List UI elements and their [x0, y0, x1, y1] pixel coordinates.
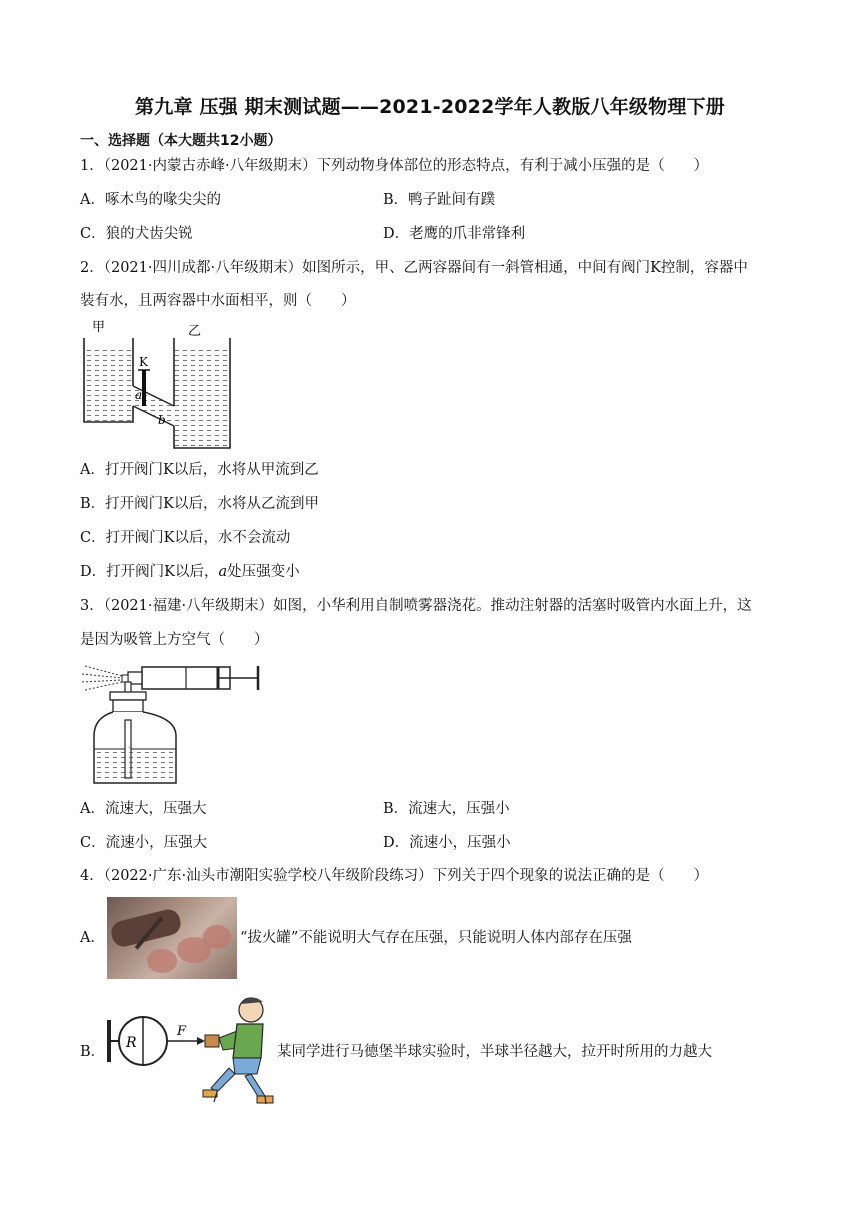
sprayer-figure	[80, 660, 270, 786]
label-yi: 乙	[188, 324, 202, 339]
q2-stem-line1: 2．（2021·四川成都·八年级期末）如图所示，甲、乙两容器间有一斜管相通，中间有阀门K控制，容器中	[80, 260, 748, 276]
q2-option-d[interactable]	[80, 562, 300, 582]
q2-option-d-var: a	[218, 564, 228, 580]
q4-option-a-label[interactable]: A．	[80, 930, 105, 946]
q4-option-b-text[interactable]: 某同学进行马德堡半球实验时，半球半径越大，拉开时所用的力越大	[277, 1044, 712, 1060]
q2-option-b[interactable]: B．打开阀门K以后，水将从乙流到甲	[80, 496, 319, 512]
q1-option-d[interactable]: D．老鹰的爪非常锋利	[383, 226, 526, 242]
q4-stem: 4．（2022·广东·汕头市潮阳实验学校八年级阶段练习）下列关于四个现象的说法正确的是（ ）	[80, 868, 709, 884]
q1-stem: 1．（2021·内蒙古赤峰·八年级期末）下列动物身体部位的形态特点，有利于减小压强的是（ ）	[80, 158, 709, 174]
q2-option-a[interactable]: A．打开阀门K以后，水将从甲流到乙	[80, 462, 319, 478]
q1-option-a[interactable]: A．啄木鸟的喙尖尖的	[80, 192, 221, 208]
label-f: F	[177, 1024, 187, 1039]
q4-option-b-label[interactable]: B．	[80, 1044, 106, 1060]
q2-option-d-prefix: D．打开阀门K以后，	[80, 564, 219, 580]
q4-option-a-text[interactable]: “拔火罐”不能说明大气存在压强，只能说明人体内部存在压强	[240, 930, 632, 946]
q3-stem-line1: 3．（2021·福建·八年级期末）如图，小华利用自制喷雾器浇花。推动注射器的活塞时吸管内水面上升，这	[80, 598, 752, 614]
q1-option-b[interactable]: B．鸭子趾间有蹼	[383, 192, 496, 208]
label-r: R	[126, 1035, 137, 1051]
q1-option-c[interactable]: C．狼的犬齿尖锐	[80, 226, 193, 242]
magdeburg-hemispheres-figure	[105, 992, 277, 1112]
page-title: 第九章 压强 期末测试题——2021-2022学年人教版八年级物理下册	[135, 96, 725, 118]
q3-option-d[interactable]: D．流速小，压强小	[383, 835, 511, 851]
q3-option-b[interactable]: B．流速大，压强小	[383, 801, 510, 817]
q3-option-a[interactable]: A．流速大，压强大	[80, 801, 207, 817]
q2-stem-line2: 装有水，且两容器中水面相平，则（ ）	[80, 293, 356, 309]
label-b: b	[158, 413, 166, 427]
label-valve-k: K	[139, 355, 148, 369]
q3-stem-line2: 是因为吸管上方空气（ ）	[80, 632, 269, 648]
q3-option-c[interactable]: C．流速小，压强大	[80, 835, 208, 851]
label-a: a	[135, 388, 143, 402]
q2-option-c[interactable]: C．打开阀门K以后，水不会流动	[80, 530, 291, 546]
q2-option-d-suffix: 处压强变小	[227, 564, 300, 580]
cupping-photo	[107, 897, 237, 979]
section-heading: 一、选择题（本大题共12小题）	[80, 133, 282, 149]
label-jia: 甲	[92, 320, 106, 335]
connected-containers-figure	[78, 318, 238, 453]
